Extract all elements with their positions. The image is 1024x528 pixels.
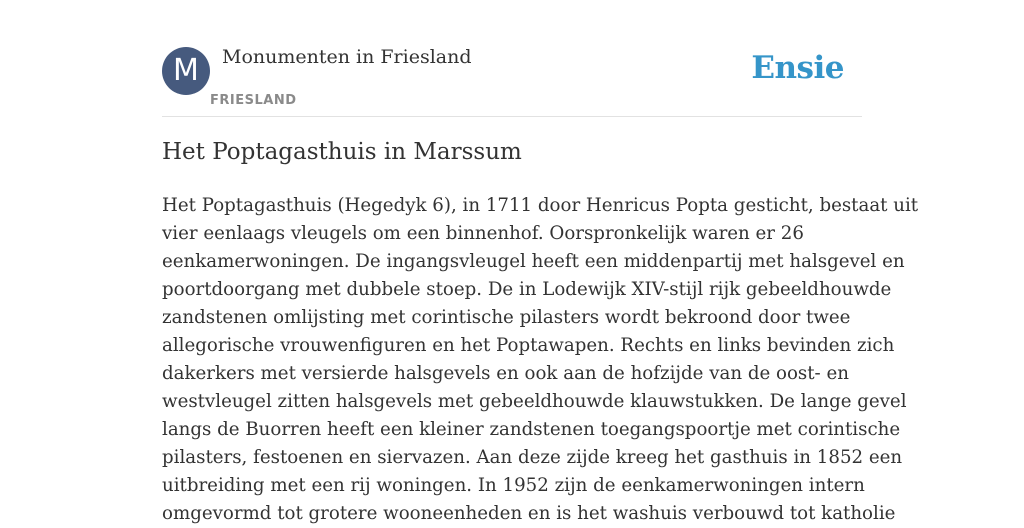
article-line: zandstenen omlijsting met corintische pilasters wordt bekroond door twee [162,307,851,328]
article-line: poortdoorgang met dubbele stoep. De in Lodewijk XIV-stijl rijk gebeeldhouwde [162,279,892,300]
article-line: uitbreiding met een rij woningen. In 1952 zijn de eenkamerwoningen intern [162,475,865,496]
article-line: Het Poptagasthuis (Hegedyk 6), in 1711 door Henricus Popta gesticht, bestaat uit [162,195,919,216]
article-line: dakerkers met versierde halsgevels en ook aan de hofzijde van de oost- en [162,363,849,384]
brand-logo[interactable]: Ensie [751,50,844,86]
article-line: eenkamerwoningen. De ingangsvleugel heeft een middenpartij met halsgevel en [162,251,905,272]
article-line: allegorische vrouwenfiguren en het Poptawapen. Rechts en links bevinden zich [162,335,895,356]
book-title-link[interactable]: Monumenten in Friesland [222,46,472,68]
article-line: vier eenlaags vleugels om een binnenhof. Oorspronkelijk waren er 26 [162,223,804,244]
article-body [162,192,919,528]
category-link[interactable]: FRIESLAND [210,93,297,108]
article-line: omgevormd tot grotere wooneenheden en is het washuis verbouwd tot katholie [162,503,896,524]
header [162,44,862,117]
article-line: langs de Buorren heeft een kleiner zandstenen toegangspoortje met corintische [162,419,901,440]
article-line: westvleugel zitten halsgevels met gebeeldhouwde klauwstukken. De lange gevel [162,391,907,412]
article-title: Het Poptagasthuis in Marssum [162,139,522,165]
article-line: pilasters, festoenen en siervazen. Aan deze zijde kreeg het gasthuis in 1852 een [162,447,903,468]
avatar[interactable]: M [162,47,210,95]
